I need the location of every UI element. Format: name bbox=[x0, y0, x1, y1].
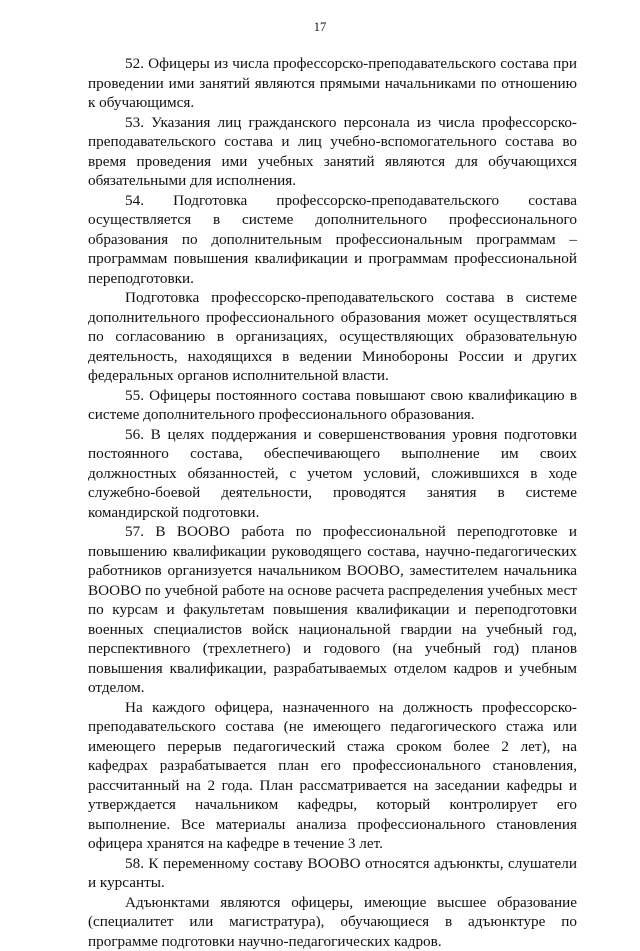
paragraph-58-continued: Адъюнктами являются офицеры, имеющие высшее образование (специалитет или магистратура), обучающиеся в адъюнктуре по программе подготовки научно-педагогических кадров. bbox=[88, 893, 577, 951]
document-body bbox=[88, 54, 577, 951]
paragraph-57: 57. В ВООВО работа по профессиональной переподготовке и повышению квалификации руководящего состава, научно-педагогических работников организуется начальником ВООВО, заместителем начальника ВООВО по учебной работе на основе расчета распределения учебных мест по курсам и факультетам повышения квалификации и переподготовки военных специалистов войск национальной гвардии на учебный год, перспективного (трехлетнего) и годового (на учебный год) планов повышения квалификации, разрабатываемых отделом кадров и учебным отделом. bbox=[88, 522, 577, 698]
paragraph-58: 58. К переменному составу ВООВО относятся адъюнкты, слушатели и курсанты. bbox=[88, 854, 577, 893]
page-number: 17 bbox=[0, 20, 640, 35]
paragraph-57-continued: На каждого офицера, назначенного на должность профессорско-преподавательского состава (не имеющего педагогического стажа или имеющего перерыв педагогический стажа сроком более 2 лет), на кафедрах разрабатывается план его профессионального становления, рассчитанный на 2 года. План рассматривается на заседании кафедры и утверждается начальником кафедры, который контролирует его выполнение. Все материалы анализа профессионального становления офицера хранятся на кафедре в течение 3 лет. bbox=[88, 698, 577, 854]
paragraph-56: 56. В целях поддержания и совершенствования уровня подготовки постоянного состава, обеспечивающего выполнение им своих должностных обязанностей, с учетом условий, сложившихся в ходе служебно-боевой деятельности, проводятся занятия в системе командирской подготовки. bbox=[88, 425, 577, 523]
paragraph-53: 53. Указания лиц гражданского персонала из числа профессорско-преподавательского состава и лиц учебно-вспомогательного состава во время проведения ими учебных занятий являются для обучающихся обязательными для исполнения. bbox=[88, 113, 577, 191]
paragraph-52: 52. Офицеры из числа профессорско-преподавательского состава при проведении ими занятий являются прямыми начальниками по отношению к обучающимся. bbox=[88, 54, 577, 113]
paragraph-54-continued: Подготовка профессорско-преподавательского состава в системе дополнительного профессионального образования может осуществляться по согласованию в организациях, осуществляющих образовательную деятельность, находящихся в ведении Минобороны России и других федеральных органов исполнительной власти. bbox=[88, 288, 577, 386]
paragraph-55: 55. Офицеры постоянного состава повышают свою квалификацию в системе дополнительного профессионального образования. bbox=[88, 386, 577, 425]
paragraph-54: 54. Подготовка профессорско-преподавательского состава осуществляется в системе дополнительного профессионального образования по дополнительным профессиональным программам – программам повышения квалификации и программам профессиональной переподготовки. bbox=[88, 191, 577, 289]
